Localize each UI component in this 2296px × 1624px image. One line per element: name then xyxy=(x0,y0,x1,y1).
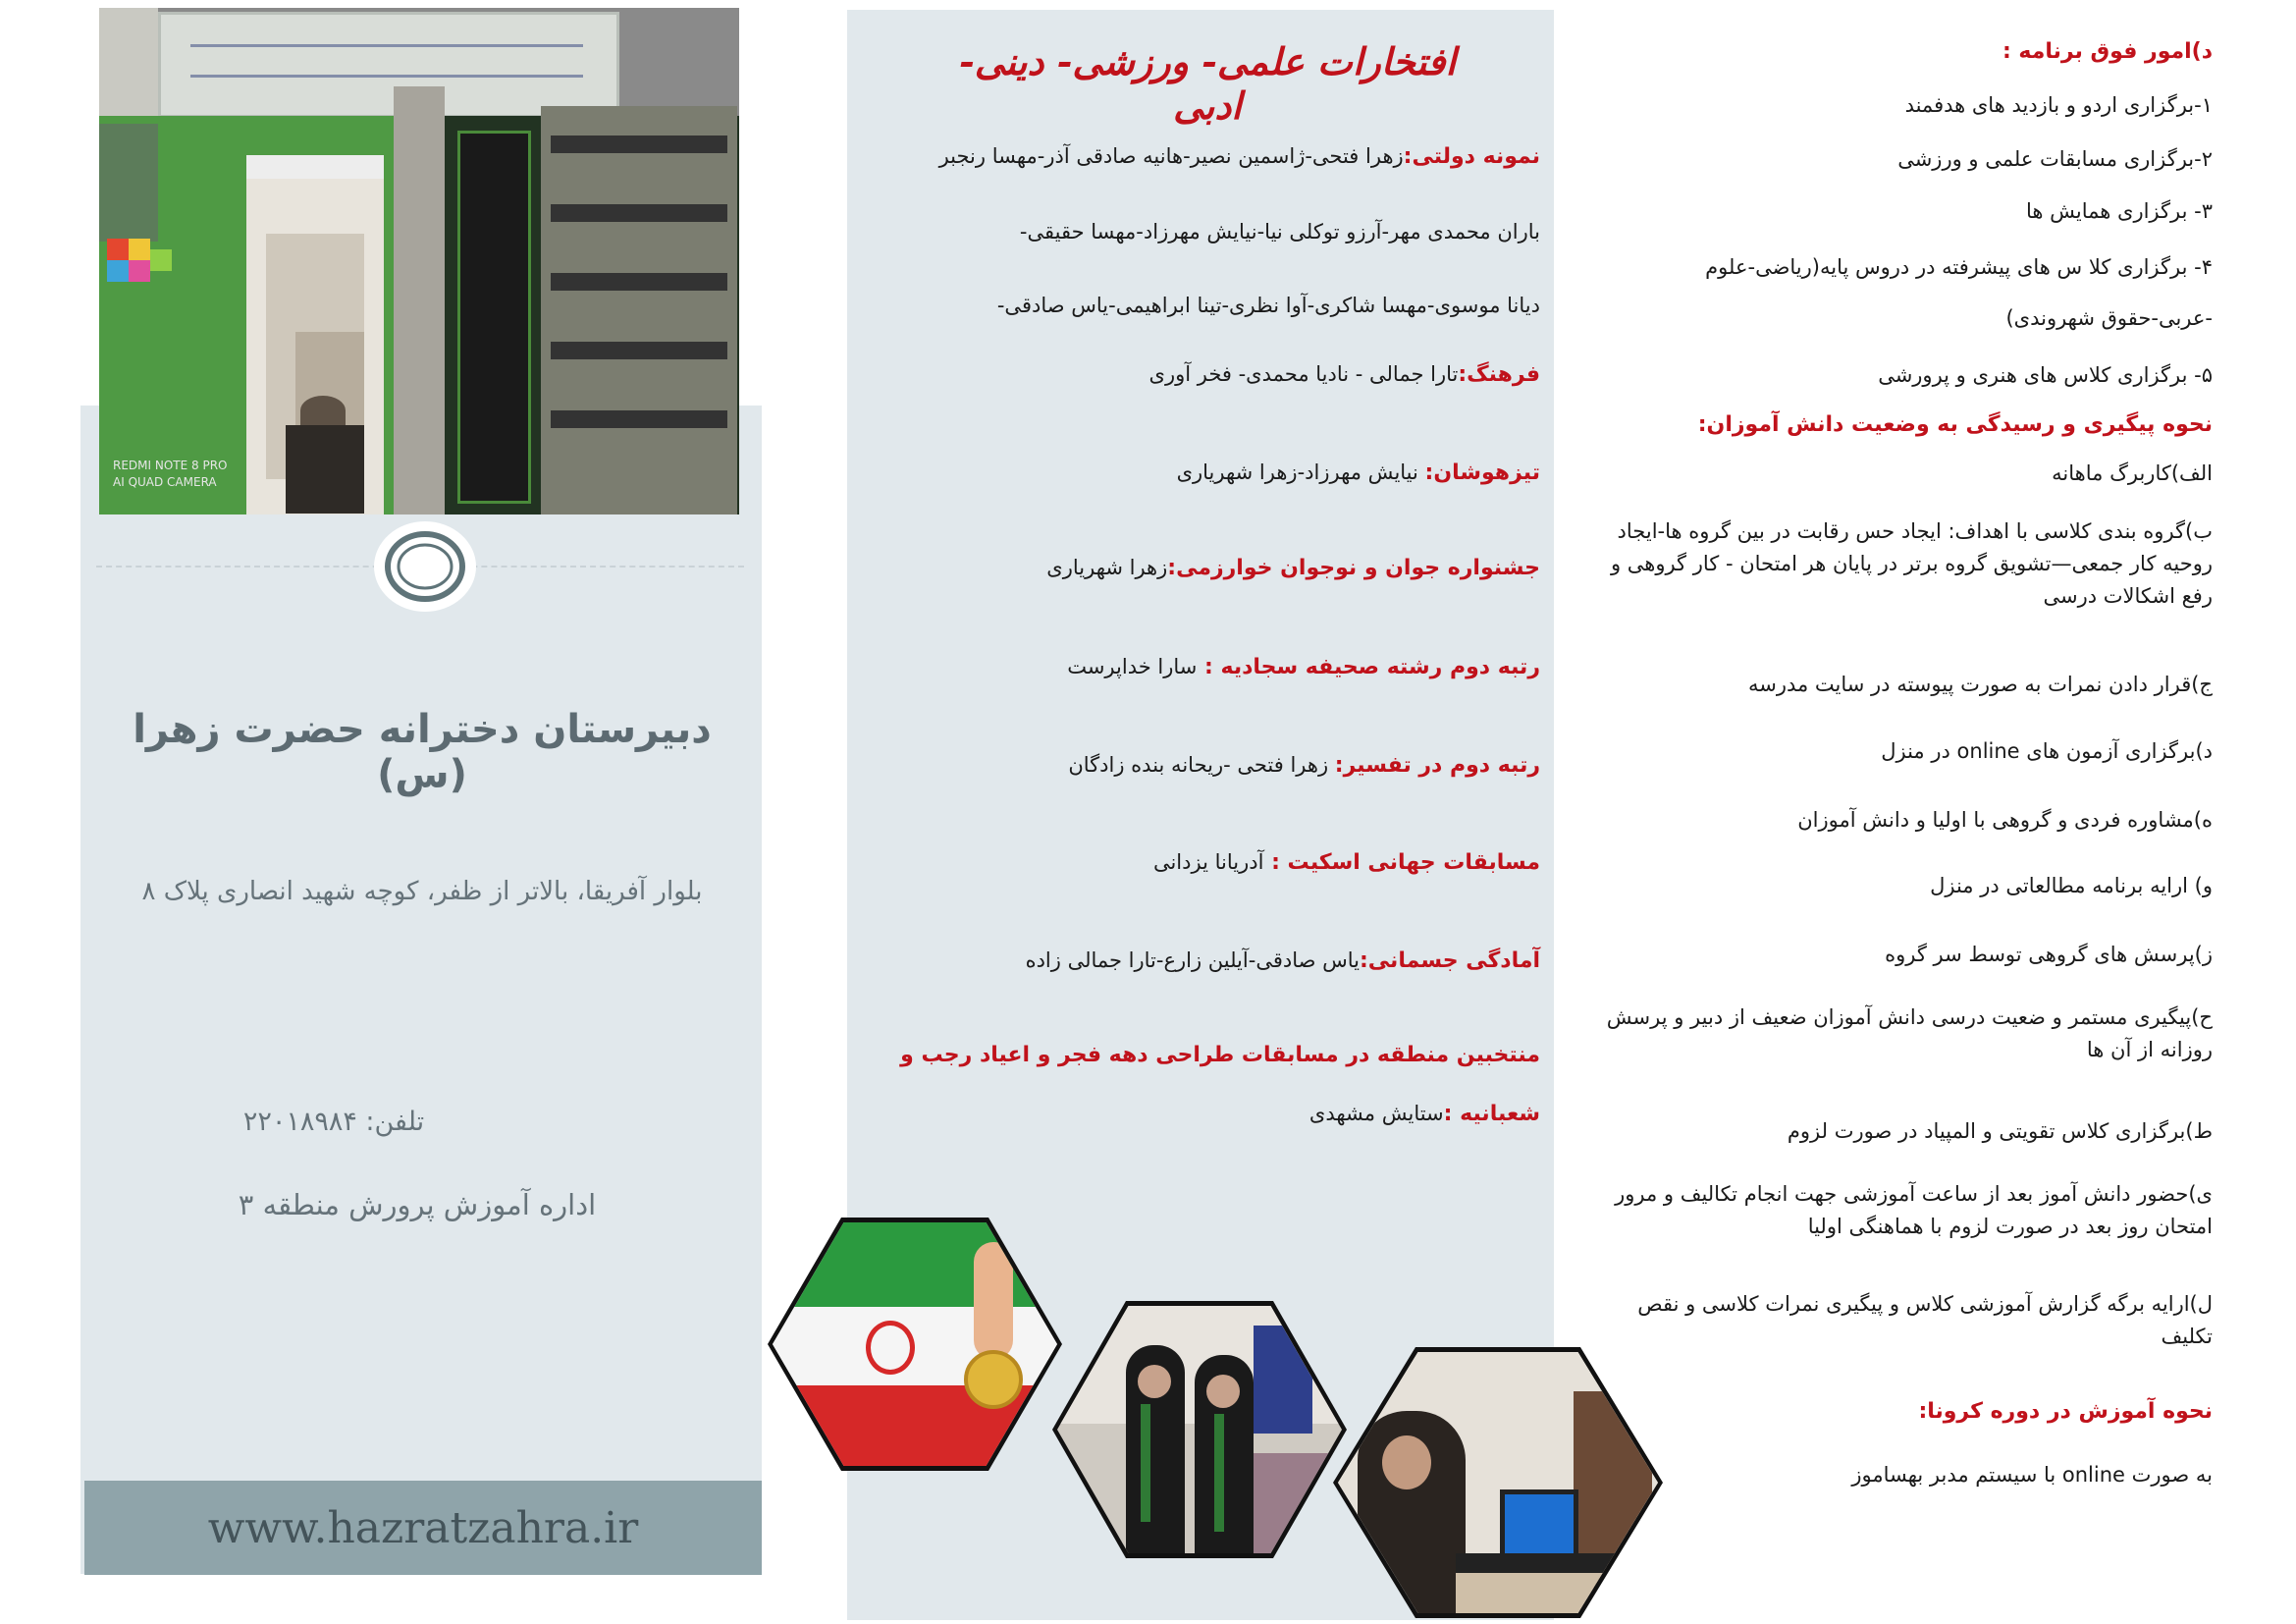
extracurricular-item: ۴- برگزاری کلا س های پیشرفته در دروس پایه(ریاضی-علوم xyxy=(1705,255,2213,279)
followup-item: ل)ارایه برگه گزارش آموزشی کلاس و پیگیری نمرات کلاسی و نقص تکلیف xyxy=(1637,1292,2213,1348)
award-value: سارا خداپرست xyxy=(1067,655,1198,678)
award-label: شعبانیه : xyxy=(1443,1102,1540,1126)
award-value: زهرا فتحی-ژاسمین نصیر-هانیه صادقی آذر-مهسا رنجبر xyxy=(938,144,1404,168)
award-label: تیزهوشان: xyxy=(1424,460,1540,485)
award-item xyxy=(824,457,1540,489)
school-sign xyxy=(158,12,619,118)
extracurricular-heading: د)امور فوق برنامه : xyxy=(2002,39,2213,64)
education-office: اداره آموزش پرورش منطقه ۳ xyxy=(238,1188,597,1221)
award-label: رتبه دوم رشته صحیفه سجادیه : xyxy=(1197,655,1540,679)
extracurricular-item: ۱-برگزاری اردو و بازدید های هدفمند xyxy=(1904,93,2213,117)
extracurricular-item: ۵- برگزاری کلاس های هنری و پرورشی xyxy=(1878,363,2213,387)
followup-item: ح)پیگیری مستمر و ضعیت درسی دانش آموزان ضعیف از دبیر و پرسش روزانه از آن ها xyxy=(1606,1005,2213,1061)
followup-item: ط)برگزاری کلاس تقویتی و المپیاد در صورت لزوم xyxy=(1787,1119,2213,1143)
award-value: یاس صادقی-آیلین زارع-تارا جمالی زاده xyxy=(1025,948,1360,972)
award-value: نیایش مهرزاد-زهرا شهریاری xyxy=(1176,460,1425,484)
award-label: جشنواره جوان و نوجوان خوارزمی: xyxy=(1167,556,1540,580)
award-item xyxy=(824,552,1540,584)
awards-title: افتخارات علمی- ورزشی- دینی- ادبی xyxy=(958,39,1457,128)
school-entrance-photo xyxy=(99,8,739,514)
followup-item: د)برگزاری آزمون های online در منزل xyxy=(1881,739,2213,763)
website-link[interactable]: www.hazratzahra.ir xyxy=(207,1502,639,1553)
website-bar xyxy=(84,1481,762,1575)
award-label: آمادگی جسمانی: xyxy=(1360,948,1540,973)
photo-camera-watermark xyxy=(113,458,227,491)
award-item xyxy=(824,216,1540,248)
award-item xyxy=(824,358,1540,391)
award-item xyxy=(824,846,1540,879)
award-value: دیانا موسوی-مهسا شاکری-آوا نظری-تینا ابراهیمی-یاس صادقی- xyxy=(996,294,1540,317)
followup-item: الف)کاربرگ ماهانه xyxy=(2052,461,2213,485)
followup-item: ز)پرسش های گروهی توسط سر گروه xyxy=(1885,943,2213,966)
award-item xyxy=(824,945,1540,977)
award-label: مسابقات جهانی اسکیت : xyxy=(1263,850,1540,875)
extracurricular-item: ۳- برگزاری همایش ها xyxy=(2025,199,2213,223)
award-value: زهرا شهریاری xyxy=(1046,556,1168,579)
award-item xyxy=(824,140,1540,173)
award-value: باران محمدی مهر-آرزو توکلی نیا-نیایش مهرزاد-مهسا حقیقی- xyxy=(1019,220,1540,244)
followup-item: و) ارایه برنامه مطالعاتی در منزل xyxy=(1930,874,2213,897)
followup-item: ه)مشاوره فردی و گروهی با اولیا و دانش آموزان xyxy=(1797,808,2213,832)
corona-text: به صورت online با سیستم مدبر بهساموز xyxy=(1851,1463,2213,1487)
corona-heading: نحوه آموزش در دوره کرونا: xyxy=(1918,1399,2213,1424)
school-phone: تلفن: ۲۲۰۱۸۹۸۴ xyxy=(242,1107,425,1137)
award-item xyxy=(824,651,1540,683)
extracurricular-item: ۲-برگزاری مسابقات علمی و ورزشی xyxy=(1897,147,2213,171)
ring-ornament-icon xyxy=(371,517,479,616)
award-label: منتخبین منطقه در مسابقات طراحی دهه فجر و اعیاد رجب و xyxy=(900,1043,1540,1067)
award-label: نمونه دولتی: xyxy=(1403,144,1540,169)
followup-item: ی)حضور دانش آموز بعد از ساعت آموزشی جهت انجام تکالیف و مرور امتحان روز بعد در صورت لزوم با هماهنگی اولیا xyxy=(1615,1182,2213,1238)
award-value: آدریانا یزدانی xyxy=(1152,850,1264,874)
school-address: بلوار آفریقا، بالاتر از ظفر، کوچه شهید انصاری پلاک ۸ xyxy=(141,877,703,906)
award-label: رتبه دوم در تفسیر: xyxy=(1334,753,1540,778)
award-item xyxy=(824,749,1540,782)
photo-caption-line-1: REDMI NOTE 8 PRO xyxy=(113,459,228,472)
followup-item: ج)قرار دادن نمرات به صورت پیوسته در سایت مدرسه xyxy=(1747,673,2213,696)
award-item xyxy=(824,1039,1540,1071)
award-item xyxy=(824,1098,1540,1130)
award-value: ستایش مشهدی xyxy=(1308,1102,1444,1125)
award-label: فرهنگ: xyxy=(1458,362,1540,387)
award-value: زهرا فتحی -ریحانه بنده زادگان xyxy=(1068,753,1335,777)
followup-heading: نحوه پیگیری و رسیدگی به وضعیت دانش آموزان: xyxy=(1697,412,2213,437)
award-item xyxy=(824,290,1540,322)
photo-caption-line-2: AI QUAD CAMERA xyxy=(113,475,217,489)
award-value: تارا جمالی - نادیا محمدی- فخر آوری xyxy=(1148,362,1459,386)
followup-item: ب)گروه بندی کلاسی با اهداف: ایجاد حس رقابت در بین گروه ها-ایجاد روحیه کار جمعی—تشویق گروه برتر در پایان هر امتحان - کار گروهی و رفع اشکالات درسی xyxy=(1610,519,2213,608)
extracurricular-item: -عربی-حقوق شهروندی) xyxy=(2005,306,2213,330)
school-name: دبیرستان دخترانه حضرت زهرا (س) xyxy=(133,707,712,797)
